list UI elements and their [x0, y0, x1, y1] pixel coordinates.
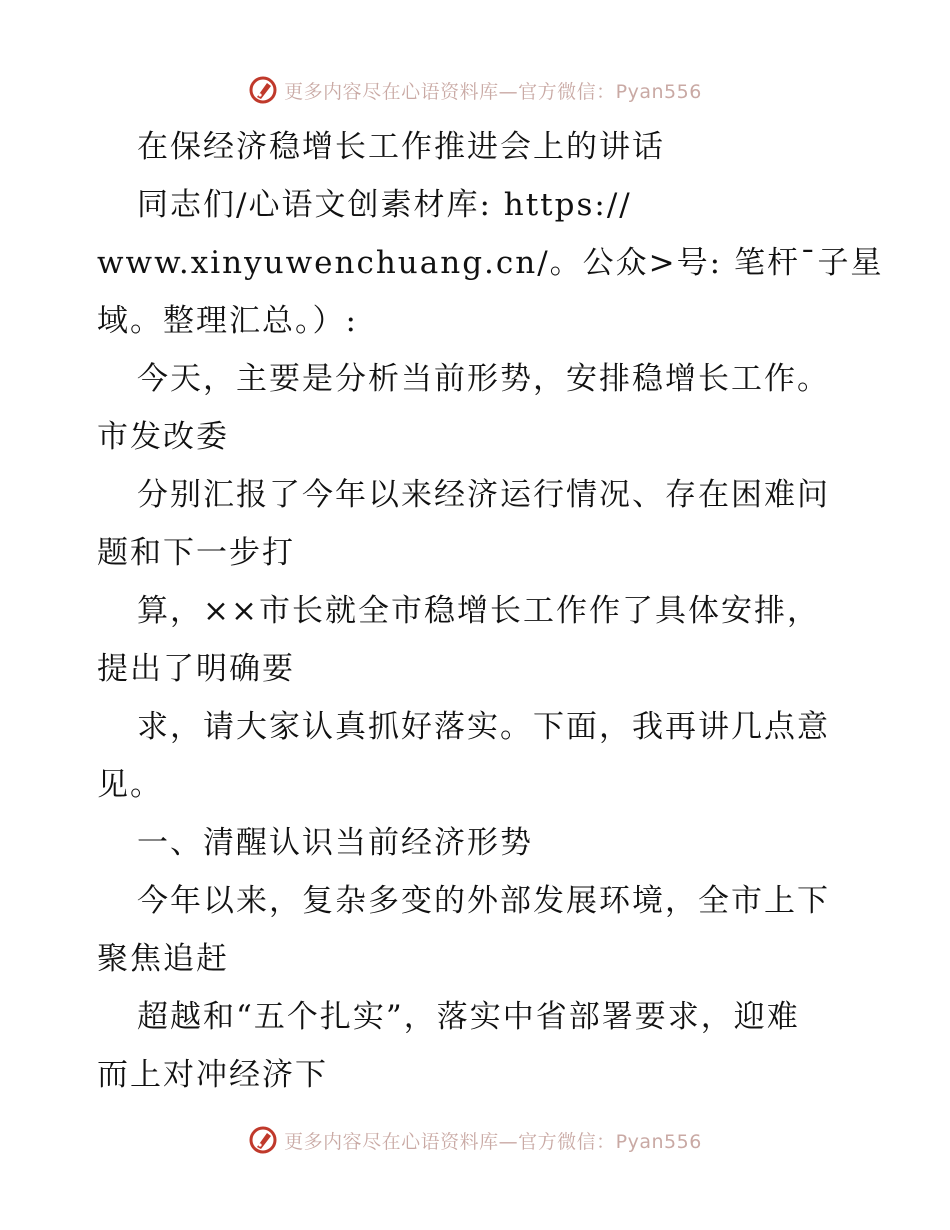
- text-line: 超越和“五个扎实”，落实中省部署要求，迎难: [137, 999, 800, 1035]
- text-line: 分别汇报了今年以来经济运行情况、存在困难问: [137, 477, 830, 513]
- text-line: 求，请大家认真抓好落实。下面，我再讲几点意: [137, 709, 830, 745]
- text-line: 而上对冲经济下: [97, 1057, 328, 1093]
- document-title: 在保经济稳增长工作推进会上的讲话: [137, 129, 665, 165]
- text-line: 算，××市长就全市稳增长工作作了具体安排，: [137, 593, 820, 629]
- header-watermark-banner: [0, 70, 950, 110]
- document-body: [97, 118, 884, 1104]
- text-line: 见。: [97, 767, 163, 803]
- text-line: 市发改委: [97, 419, 229, 455]
- text-line: 聚焦追赶: [97, 941, 229, 977]
- section-heading: 一、清醒认识当前经济形势: [137, 825, 533, 861]
- text-line: www.xinyuwenchuang.cn/。公众>号: 笔杆¯子星: [97, 245, 884, 281]
- text-line: 提出了明确要: [97, 651, 295, 687]
- footer-watermark-text: 更多内容尽在心语资料库—官方微信：Pyan556: [284, 1130, 702, 1153]
- text-line: 同志们/心语文创素材库: https://: [137, 187, 632, 223]
- text-line: 域。整理汇总。）:: [97, 303, 358, 339]
- footer-watermark-banner: [0, 1120, 950, 1160]
- pen-nib-logo-icon: [248, 75, 278, 105]
- pen-nib-logo-icon: [248, 1125, 278, 1155]
- header-watermark-text: 更多内容尽在心语资料库—官方微信：Pyan556: [284, 80, 702, 103]
- text-line: 今年以来，复杂多变的外部发展环境，全市上下: [137, 883, 830, 919]
- text-line: 题和下一步打: [97, 535, 295, 571]
- text-line: 今天，主要是分析当前形势，安排稳增长工作。: [137, 361, 830, 397]
